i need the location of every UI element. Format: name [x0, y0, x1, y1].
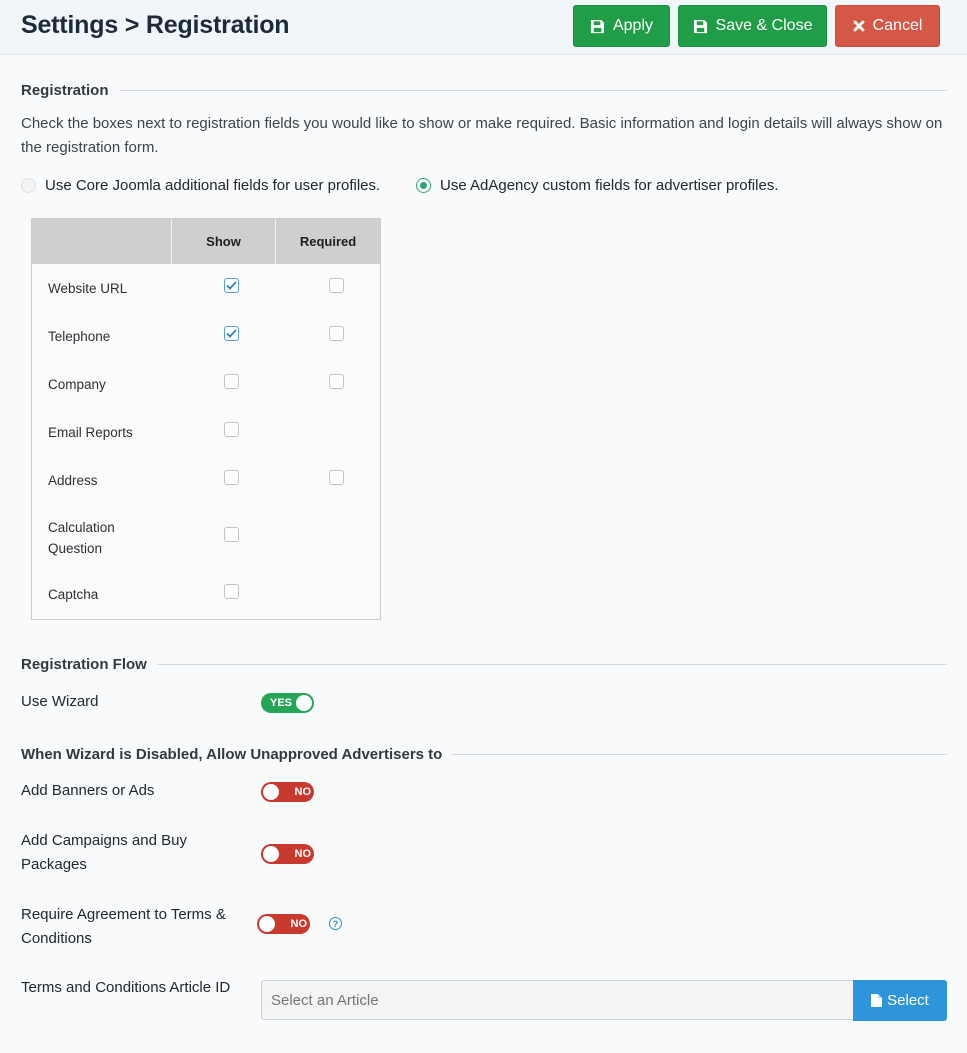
required-checkbox[interactable]	[329, 326, 344, 341]
use-wizard-toggle[interactable]	[261, 693, 314, 713]
apply-label: Apply	[612, 17, 654, 34]
toggle-state: NO	[290, 918, 307, 930]
add-banners-toggle[interactable]	[261, 782, 314, 802]
use-wizard-label: Use Wizard	[21, 693, 99, 710]
row-label: Company	[48, 377, 106, 392]
radio-core-fields[interactable]	[21, 177, 380, 194]
show-checkbox[interactable]	[224, 326, 239, 341]
show-checkbox[interactable]	[224, 584, 239, 599]
toggle-knob	[296, 695, 312, 711]
save-icon	[693, 19, 708, 34]
cancel-label: Cancel	[872, 17, 923, 34]
show-checkbox[interactable]	[224, 374, 239, 389]
row-label: Address	[48, 473, 98, 488]
radio-core-label: Use Core Joomla additional fields for user profiles.	[45, 177, 381, 194]
page-title: Settings > Registration	[21, 11, 290, 39]
column-header-show: Show	[172, 219, 276, 264]
require-terms-toggle[interactable]	[257, 914, 310, 934]
toolbar	[0, 0, 967, 55]
unapproved-heading	[21, 746, 947, 763]
row-label: Website URL	[48, 281, 128, 296]
column-header-required: Required	[276, 219, 380, 264]
add-campaigns-label: Add Campaigns and Buy Packages	[21, 832, 187, 873]
toggle-state: NO	[294, 848, 311, 860]
toggle-state: NO	[294, 786, 311, 798]
save-icon	[590, 19, 605, 34]
divider	[119, 90, 947, 91]
required-checkbox[interactable]	[329, 278, 344, 293]
registration-flow-heading-text: Registration Flow	[21, 656, 147, 673]
divider	[157, 664, 947, 665]
row-label: Telephone	[48, 329, 111, 344]
show-checkbox[interactable]	[224, 527, 239, 542]
table-row	[32, 360, 380, 408]
file-icon	[871, 994, 882, 1007]
show-checkbox[interactable]	[224, 278, 239, 293]
table-row	[32, 312, 380, 360]
required-checkbox[interactable]	[329, 374, 344, 389]
toggle-knob	[259, 916, 275, 932]
registration-heading-text: Registration	[21, 82, 109, 99]
table-row	[32, 570, 380, 620]
registration-heading	[21, 82, 947, 99]
save-close-button[interactable]	[678, 5, 827, 47]
help-icon[interactable]: ?	[329, 917, 342, 930]
registration-flow-heading	[21, 656, 947, 673]
select-label: Select	[887, 992, 929, 1009]
row-label: Captcha	[48, 587, 99, 602]
require-terms-label: Require Agreement to Terms & Conditions	[21, 906, 226, 947]
radio-core-indicator[interactable]	[21, 178, 36, 193]
toggle-knob	[263, 784, 279, 800]
column-header-field	[32, 219, 172, 264]
table-row	[32, 504, 380, 570]
save-close-label: Save & Close	[715, 17, 813, 34]
add-campaigns-toggle[interactable]	[261, 844, 314, 864]
apply-button[interactable]	[573, 5, 670, 47]
terms-article-label: Terms and Conditions Article ID	[21, 979, 231, 996]
toggle-state: YES	[270, 697, 293, 709]
unapproved-heading-text: When Wizard is Disabled, Allow Unapproved Advertisers to	[21, 746, 443, 763]
show-checkbox[interactable]	[224, 470, 239, 485]
table-row	[32, 264, 380, 312]
table-row	[32, 456, 380, 504]
cancel-button[interactable]	[835, 5, 940, 47]
divider	[452, 754, 947, 755]
show-checkbox[interactable]	[224, 422, 239, 437]
table-row	[32, 408, 380, 456]
required-checkbox[interactable]	[329, 470, 344, 485]
registration-description: Check the boxes next to registration fields you would like to show or make required. Basic information and login details will always show on the registration form.	[21, 115, 943, 156]
terms-article-input[interactable]	[261, 980, 853, 1020]
row-label: Email Reports	[48, 425, 133, 440]
radio-custom-indicator[interactable]	[416, 178, 431, 193]
toggle-knob	[263, 846, 279, 862]
radio-custom-fields[interactable]	[416, 177, 778, 194]
add-banners-label: Add Banners or Ads	[21, 782, 155, 799]
radio-custom-label: Use AdAgency custom fields for advertiser profiles.	[440, 177, 779, 194]
registration-fields-table	[31, 218, 381, 620]
row-label: Calculation Question	[48, 520, 115, 556]
close-icon	[853, 20, 865, 32]
select-article-button[interactable]	[853, 980, 947, 1021]
